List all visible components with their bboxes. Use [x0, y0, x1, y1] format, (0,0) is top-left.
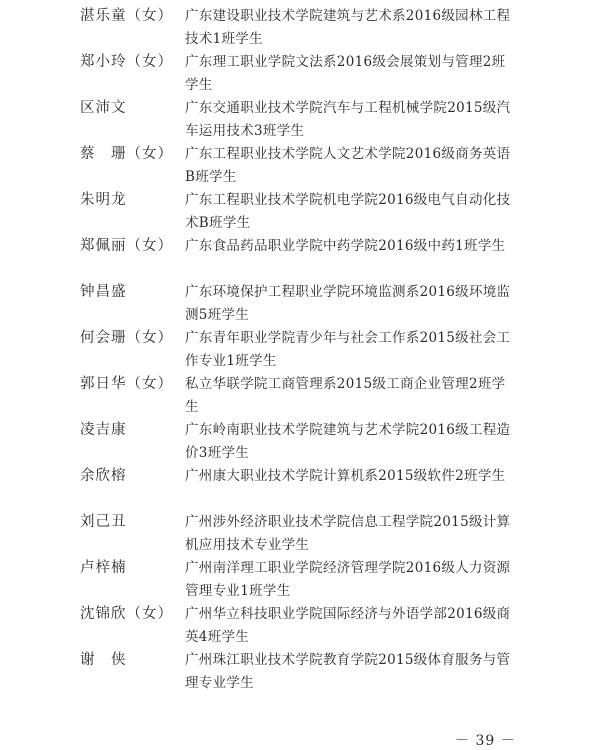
- person-description: 广东工程职业技术学院人文艺术学院2016级商务英语B班学生: [185, 146, 511, 185]
- person-description: 广东建设职业技术学院建筑与艺术系2016级园林工程技术1班学生: [185, 8, 511, 47]
- person-name: 区沛文: [80, 100, 127, 116]
- person-name: 蔡 珊（女）: [80, 146, 173, 162]
- person-description: 广东工程职业技术学院机电学院2016级电气自动化技术B班学生: [185, 192, 511, 231]
- person-name: 谢 侠: [80, 652, 127, 668]
- person-name: 郭日华（女）: [80, 376, 173, 392]
- person-description: 广东环境保护工程职业学院环境监测系2016级环境监测5班学生: [185, 284, 511, 323]
- person-description: 广州涉外经济职业技术学院信息工程学院2015级计算机应用技术专业学生: [185, 514, 511, 553]
- person-description: 广州南洋理工职业学院经济管理学院2016级人力资源管理专业1班学生: [185, 560, 511, 599]
- person-name: 郑佩丽（女）: [80, 238, 173, 254]
- person-name: 凌吉康: [80, 422, 127, 438]
- person-description: 私立华联学院工商管理系2015级工商企业管理2班学生: [185, 376, 506, 415]
- person-description: 广东岭南职业技术学院建筑与艺术学院2016级工程造价3班学生: [185, 422, 511, 461]
- person-description: 广东青年职业学院青少年与社会工作系2015级社会工作专业1班学生: [185, 330, 511, 369]
- person-description: 广东理工职业学院文法系2016级会展策划与管理2班学生: [185, 54, 506, 93]
- person-name: 湛乐童（女）: [80, 8, 173, 24]
- person-name: 朱明龙: [80, 192, 127, 208]
- person-description: 广州珠江职业技术学院教育学院2015级体育服务与管理专业学生: [185, 652, 511, 691]
- person-name: 余欣榕: [80, 468, 127, 484]
- person-description: 广州康大职业技术学院计算机系2015级软件2班学生: [185, 468, 506, 484]
- person-description: 广州华立科技职业学院国际经济与外语学部2016级商英4班学生: [185, 606, 511, 645]
- person-name: 沈锦欣（女）: [80, 606, 173, 622]
- person-description: 广东交通职业技术学院汽车与工程机械学院2015级汽车运用技术3班学生: [185, 100, 511, 139]
- person-name: 钟昌盛: [80, 284, 127, 300]
- person-name: 刘己丑: [80, 514, 127, 530]
- person-description: 广东食品药品职业学院中药学院2016级中药1班学生: [185, 238, 506, 254]
- page-number: － 39 －: [455, 733, 516, 749]
- person-name: 何会珊（女）: [80, 330, 173, 346]
- person-name: 郑小玲（女）: [80, 54, 173, 70]
- person-name: 卢梓楠: [80, 560, 127, 576]
